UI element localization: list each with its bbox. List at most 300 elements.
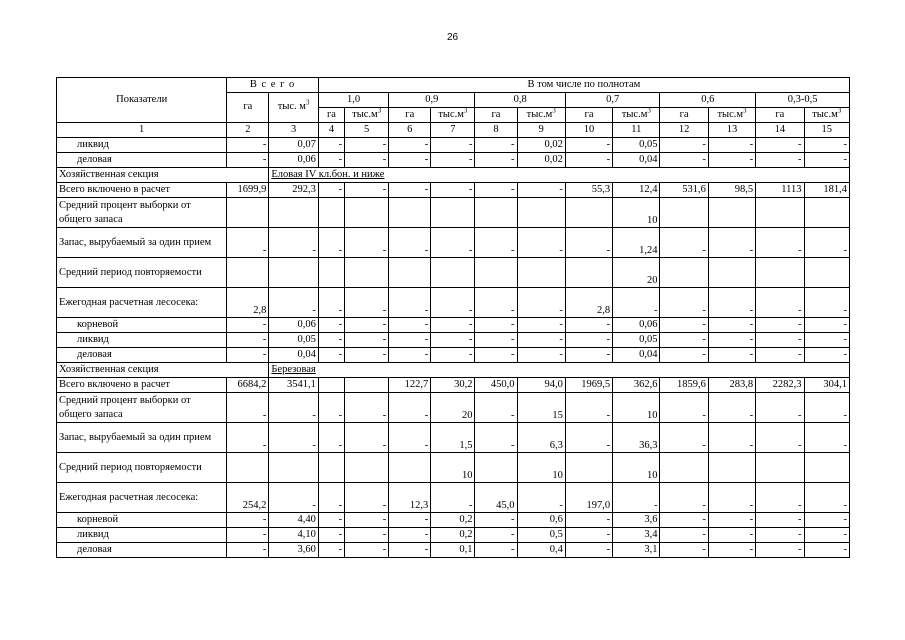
column-number: 12	[660, 123, 708, 138]
table-cell: -	[613, 483, 660, 513]
row-label: Запас, вырубаемый за один прием	[57, 423, 227, 453]
table-cell: 12,3	[389, 483, 431, 513]
table-row	[57, 258, 850, 288]
table-cell: -	[318, 483, 344, 513]
table-cell: -	[345, 348, 389, 363]
table-row	[57, 453, 850, 483]
row-label: Средний процент выборки от общего запаса	[57, 393, 227, 423]
column-number: 8	[475, 123, 517, 138]
table-cell: -	[389, 543, 431, 558]
table-cell: 0,05	[613, 138, 660, 153]
table-cell: 0,2	[431, 528, 475, 543]
table-cell: 1113	[756, 183, 804, 198]
table-cell: 450,0	[475, 378, 517, 393]
table-cell: 0,5	[517, 528, 565, 543]
table-cell: -	[318, 423, 344, 453]
table-cell	[318, 453, 344, 483]
table-cell: -	[389, 333, 431, 348]
table-cell: -	[756, 513, 804, 528]
table-cell: -	[227, 138, 269, 153]
table-cell: -	[345, 138, 389, 153]
table-cell	[756, 453, 804, 483]
table-cell: 4,40	[269, 513, 318, 528]
table-cell: -	[227, 228, 269, 258]
table-cell: -	[269, 483, 318, 513]
table-row	[57, 513, 850, 528]
table-cell: 45,0	[475, 483, 517, 513]
table-cell: 10	[613, 198, 660, 228]
row-label: деловая	[57, 153, 227, 168]
table-cell: 0,06	[269, 153, 318, 168]
table-cell: -	[475, 543, 517, 558]
table-cell: 10	[431, 453, 475, 483]
column-number: 10	[565, 123, 612, 138]
table-cell: -	[345, 543, 389, 558]
table-cell	[227, 258, 269, 288]
table-cell: -	[756, 543, 804, 558]
row-label: корневой	[57, 318, 227, 333]
table-cell: 10	[517, 453, 565, 483]
table-cell: -	[756, 138, 804, 153]
table-cell: -	[804, 423, 849, 453]
row-label: корневой	[57, 513, 227, 528]
row-label: деловая	[57, 348, 227, 363]
table-cell: -	[756, 318, 804, 333]
table-row	[57, 423, 850, 453]
table-cell: -	[318, 138, 344, 153]
header-unit-ha: га	[389, 108, 431, 123]
column-number: 5	[345, 123, 389, 138]
table-cell: -	[708, 333, 755, 348]
table-cell: 0,4	[517, 543, 565, 558]
table-cell: 197,0	[565, 483, 612, 513]
table-cell: -	[708, 288, 755, 318]
table-cell: -	[318, 528, 344, 543]
table-cell: -	[345, 153, 389, 168]
table-cell: 94,0	[517, 378, 565, 393]
table-cell: -	[475, 228, 517, 258]
table-row	[57, 228, 850, 258]
table-cell	[565, 453, 612, 483]
table-cell: 181,4	[804, 183, 849, 198]
table-cell	[318, 378, 344, 393]
table-cell: -	[389, 423, 431, 453]
table-cell	[708, 453, 755, 483]
table-cell: -	[708, 153, 755, 168]
table-cell: -	[708, 138, 755, 153]
table-cell: -	[804, 333, 849, 348]
table-cell: -	[517, 483, 565, 513]
table-cell: -	[431, 348, 475, 363]
table-row	[57, 483, 850, 513]
table-cell: 3,4	[613, 528, 660, 543]
table-cell: -	[660, 543, 708, 558]
table-cell: -	[389, 513, 431, 528]
table-cell	[269, 258, 318, 288]
table-cell	[708, 258, 755, 288]
table-cell: -	[756, 483, 804, 513]
table-cell: -	[660, 288, 708, 318]
column-number: 13	[708, 123, 755, 138]
table-cell: -	[708, 513, 755, 528]
header-by-density: В том числе по полнотам	[318, 78, 849, 93]
table-cell: 0,02	[517, 138, 565, 153]
table-cell: 283,8	[708, 378, 755, 393]
row-label: Средний период повторяемости	[57, 453, 227, 483]
column-number: 4	[318, 123, 344, 138]
table-cell: 362,6	[613, 378, 660, 393]
header-total-volume: тыс. $м^3$	[269, 93, 318, 123]
table-cell: -	[475, 348, 517, 363]
row-label: деловая	[57, 543, 227, 558]
row-label: Ежегодная расчетная лесосека:	[57, 288, 227, 318]
table-cell	[389, 198, 431, 228]
header-unit-volume: $тыс.м^3$	[804, 108, 849, 123]
table-cell: -	[431, 138, 475, 153]
table-cell: -	[227, 333, 269, 348]
table-cell: -	[660, 228, 708, 258]
table-cell: -	[565, 543, 612, 558]
table-cell: -	[345, 483, 389, 513]
table-cell	[517, 258, 565, 288]
table-cell: -	[318, 318, 344, 333]
table-cell: 0,6	[517, 513, 565, 528]
row-label: Ежегодная расчетная лесосека:	[57, 483, 227, 513]
table-row	[57, 318, 850, 333]
table-cell: -	[345, 393, 389, 423]
table-cell: 1859,6	[660, 378, 708, 393]
section-name: Еловая IV кл.бон. и ниже	[269, 168, 850, 183]
table-cell: 30,2	[431, 378, 475, 393]
header-unit-volume: $тыс.м^3$	[613, 108, 660, 123]
table-cell	[708, 198, 755, 228]
table-cell	[756, 258, 804, 288]
header-density: 0,7	[565, 93, 660, 108]
table-cell: 0,2	[431, 513, 475, 528]
table-cell: -	[475, 513, 517, 528]
table-cell: 36,3	[613, 423, 660, 453]
section-header-row	[57, 363, 850, 378]
table-cell	[389, 258, 431, 288]
table-cell: -	[318, 228, 344, 258]
row-label: ликвид	[57, 528, 227, 543]
table-row	[57, 348, 850, 363]
table-cell	[345, 198, 389, 228]
table-cell: 6684,2	[227, 378, 269, 393]
table-cell: -	[431, 228, 475, 258]
table-cell	[660, 198, 708, 228]
table-cell: -	[227, 423, 269, 453]
table-cell: -	[565, 333, 612, 348]
header-unit-ha: га	[565, 108, 612, 123]
table-cell: -	[517, 333, 565, 348]
table-cell: -	[389, 138, 431, 153]
table-cell: -	[660, 318, 708, 333]
table-row	[57, 543, 850, 558]
table-cell: -	[708, 318, 755, 333]
table-cell	[565, 258, 612, 288]
table-cell: -	[345, 333, 389, 348]
header-unit-volume: $тыс.м^3$	[345, 108, 389, 123]
table-cell: 3,1	[613, 543, 660, 558]
table-cell: -	[227, 318, 269, 333]
table-cell: 12,4	[613, 183, 660, 198]
table-cell: 304,1	[804, 378, 849, 393]
table-cell: 10	[613, 393, 660, 423]
table-cell: -	[565, 423, 612, 453]
table-cell: -	[708, 423, 755, 453]
table-cell: 1,24	[613, 228, 660, 258]
table-cell: -	[708, 348, 755, 363]
header-density: 0,3-0,5	[756, 93, 850, 108]
table-header	[57, 78, 850, 138]
table-cell: -	[389, 153, 431, 168]
header-unit-ha: га	[475, 108, 517, 123]
table-cell	[660, 453, 708, 483]
table-cell: -	[708, 228, 755, 258]
section-name: Березовая	[269, 363, 850, 378]
page-number: 26	[446, 32, 459, 43]
table-cell: 531,6	[660, 183, 708, 198]
table-row	[57, 138, 850, 153]
table-cell: -	[227, 393, 269, 423]
header-indicators: Показатели	[57, 78, 227, 123]
table-cell: -	[389, 288, 431, 318]
row-label: Средний период повторяемости	[57, 258, 227, 288]
table-cell: -	[318, 153, 344, 168]
table-cell	[345, 378, 389, 393]
header-density: 0,6	[660, 93, 756, 108]
table-cell	[389, 453, 431, 483]
table-cell: -	[318, 183, 344, 198]
table-cell: -	[804, 318, 849, 333]
header-total-ha: га	[227, 93, 269, 123]
table-cell: -	[345, 318, 389, 333]
table-cell: -	[475, 138, 517, 153]
table-cell	[660, 258, 708, 288]
table-cell	[318, 258, 344, 288]
table-cell: -	[345, 423, 389, 453]
table-row	[57, 198, 850, 228]
table-cell: -	[660, 423, 708, 453]
row-label: ликвид	[57, 333, 227, 348]
table-cell: -	[517, 228, 565, 258]
header-unit-ha: га	[756, 108, 804, 123]
column-number: 9	[517, 123, 565, 138]
table-cell	[227, 198, 269, 228]
header-unit-ha: га	[318, 108, 344, 123]
table-cell: 2282,3	[756, 378, 804, 393]
table-cell: -	[708, 393, 755, 423]
table-cell: -	[517, 318, 565, 333]
table-cell	[475, 453, 517, 483]
column-number-row	[57, 123, 850, 138]
table-cell: -	[660, 153, 708, 168]
table-cell: 0,1	[431, 543, 475, 558]
table-cell: -	[345, 183, 389, 198]
table-cell: -	[565, 138, 612, 153]
table-cell: 122,7	[389, 378, 431, 393]
table-cell: -	[708, 543, 755, 558]
table-cell: -	[475, 528, 517, 543]
table-cell: 0,04	[613, 348, 660, 363]
table-cell: -	[565, 153, 612, 168]
table-cell: -	[475, 393, 517, 423]
table-cell: -	[565, 228, 612, 258]
table-cell: 0,06	[613, 318, 660, 333]
table-row	[57, 393, 850, 423]
table-cell: -	[345, 228, 389, 258]
column-number: 14	[756, 123, 804, 138]
table-cell: -	[475, 288, 517, 318]
table-cell: 292,3	[269, 183, 318, 198]
column-number: 6	[389, 123, 431, 138]
table-cell: -	[613, 288, 660, 318]
table-cell: 0,05	[613, 333, 660, 348]
table-cell: 55,3	[565, 183, 612, 198]
table-cell	[804, 258, 849, 288]
table-cell: -	[269, 393, 318, 423]
table-cell: -	[660, 483, 708, 513]
table-row	[57, 378, 850, 393]
table-cell	[756, 198, 804, 228]
table-cell: -	[389, 228, 431, 258]
table-cell: -	[269, 228, 318, 258]
table-cell: -	[431, 183, 475, 198]
table-cell: -	[431, 153, 475, 168]
column-number: 15	[804, 123, 849, 138]
table-cell	[804, 453, 849, 483]
table-cell: -	[475, 423, 517, 453]
row-label: Средний процент выборки от общего запаса	[57, 198, 227, 228]
table-cell: -	[756, 348, 804, 363]
table-cell: 4,10	[269, 528, 318, 543]
table-cell: -	[431, 333, 475, 348]
table-cell: 1969,5	[565, 378, 612, 393]
table-cell: -	[431, 483, 475, 513]
table-cell: -	[318, 543, 344, 558]
table-cell: -	[708, 528, 755, 543]
table-cell: -	[660, 393, 708, 423]
table-cell: -	[660, 528, 708, 543]
table-cell: -	[431, 318, 475, 333]
table-cell: -	[475, 333, 517, 348]
section-header-row	[57, 168, 850, 183]
table-cell: 20	[431, 393, 475, 423]
table-cell: -	[565, 318, 612, 333]
table-cell: 20	[613, 258, 660, 288]
column-number: 3	[269, 123, 318, 138]
table-cell: -	[269, 288, 318, 318]
table-cell: -	[345, 528, 389, 543]
column-number: 2	[227, 123, 269, 138]
table-cell: -	[804, 228, 849, 258]
table-cell: -	[227, 153, 269, 168]
table-cell: 98,5	[708, 183, 755, 198]
table-cell: -	[389, 183, 431, 198]
header-density: 0,9	[389, 93, 475, 108]
table-cell: -	[804, 528, 849, 543]
table-cell: -	[756, 423, 804, 453]
table-cell: -	[269, 423, 318, 453]
table-body	[57, 138, 850, 558]
table-cell: 6,3	[517, 423, 565, 453]
allowable-cut-table	[56, 77, 850, 558]
table-cell: 2,8	[565, 288, 612, 318]
table-cell: -	[804, 288, 849, 318]
table-cell: -	[389, 348, 431, 363]
table-cell: -	[227, 543, 269, 558]
table-cell: -	[227, 528, 269, 543]
table-cell	[345, 258, 389, 288]
table-cell: -	[756, 153, 804, 168]
table-cell: -	[756, 228, 804, 258]
table-cell: -	[318, 288, 344, 318]
table-cell: -	[804, 513, 849, 528]
table-cell: 3541,1	[269, 378, 318, 393]
table-cell: -	[756, 288, 804, 318]
table-cell: -	[660, 333, 708, 348]
table-cell	[431, 198, 475, 228]
table-row	[57, 153, 850, 168]
table-cell: 1,5	[431, 423, 475, 453]
table-cell	[565, 198, 612, 228]
row-label: Всего включено в расчет	[57, 183, 227, 198]
table-cell: -	[565, 393, 612, 423]
table-cell: -	[756, 333, 804, 348]
table-cell: -	[431, 288, 475, 318]
table-cell	[517, 198, 565, 228]
column-number: 7	[431, 123, 475, 138]
table-cell: 3,60	[269, 543, 318, 558]
table-cell: 0,06	[269, 318, 318, 333]
table-cell: -	[318, 393, 344, 423]
table-cell	[269, 453, 318, 483]
table-cell: -	[345, 288, 389, 318]
table-cell: 254,2	[227, 483, 269, 513]
table-cell: -	[389, 528, 431, 543]
table-cell: 15	[517, 393, 565, 423]
table-cell: 1699,9	[227, 183, 269, 198]
table-cell: -	[227, 513, 269, 528]
table-cell	[804, 198, 849, 228]
table-cell: 0,02	[517, 153, 565, 168]
table-cell: -	[804, 348, 849, 363]
table-cell: -	[389, 318, 431, 333]
table-cell: -	[804, 138, 849, 153]
table-cell: -	[660, 348, 708, 363]
table-cell: -	[756, 528, 804, 543]
table-cell: -	[517, 288, 565, 318]
section-title: Хозяйственная секция	[57, 363, 269, 378]
table-cell: 0,05	[269, 333, 318, 348]
table-cell: -	[475, 318, 517, 333]
table-cell: -	[804, 483, 849, 513]
table-cell	[269, 198, 318, 228]
table-cell	[318, 198, 344, 228]
table-cell: -	[565, 513, 612, 528]
table-cell: -	[318, 333, 344, 348]
header-density: 0,8	[475, 93, 565, 108]
header-unit-volume: $тыс.м^3$	[431, 108, 475, 123]
table-cell	[431, 258, 475, 288]
column-number: 1	[57, 123, 227, 138]
table-row	[57, 528, 850, 543]
table-cell: 3,6	[613, 513, 660, 528]
table-cell: -	[756, 393, 804, 423]
table-cell: -	[804, 543, 849, 558]
table-cell	[345, 453, 389, 483]
